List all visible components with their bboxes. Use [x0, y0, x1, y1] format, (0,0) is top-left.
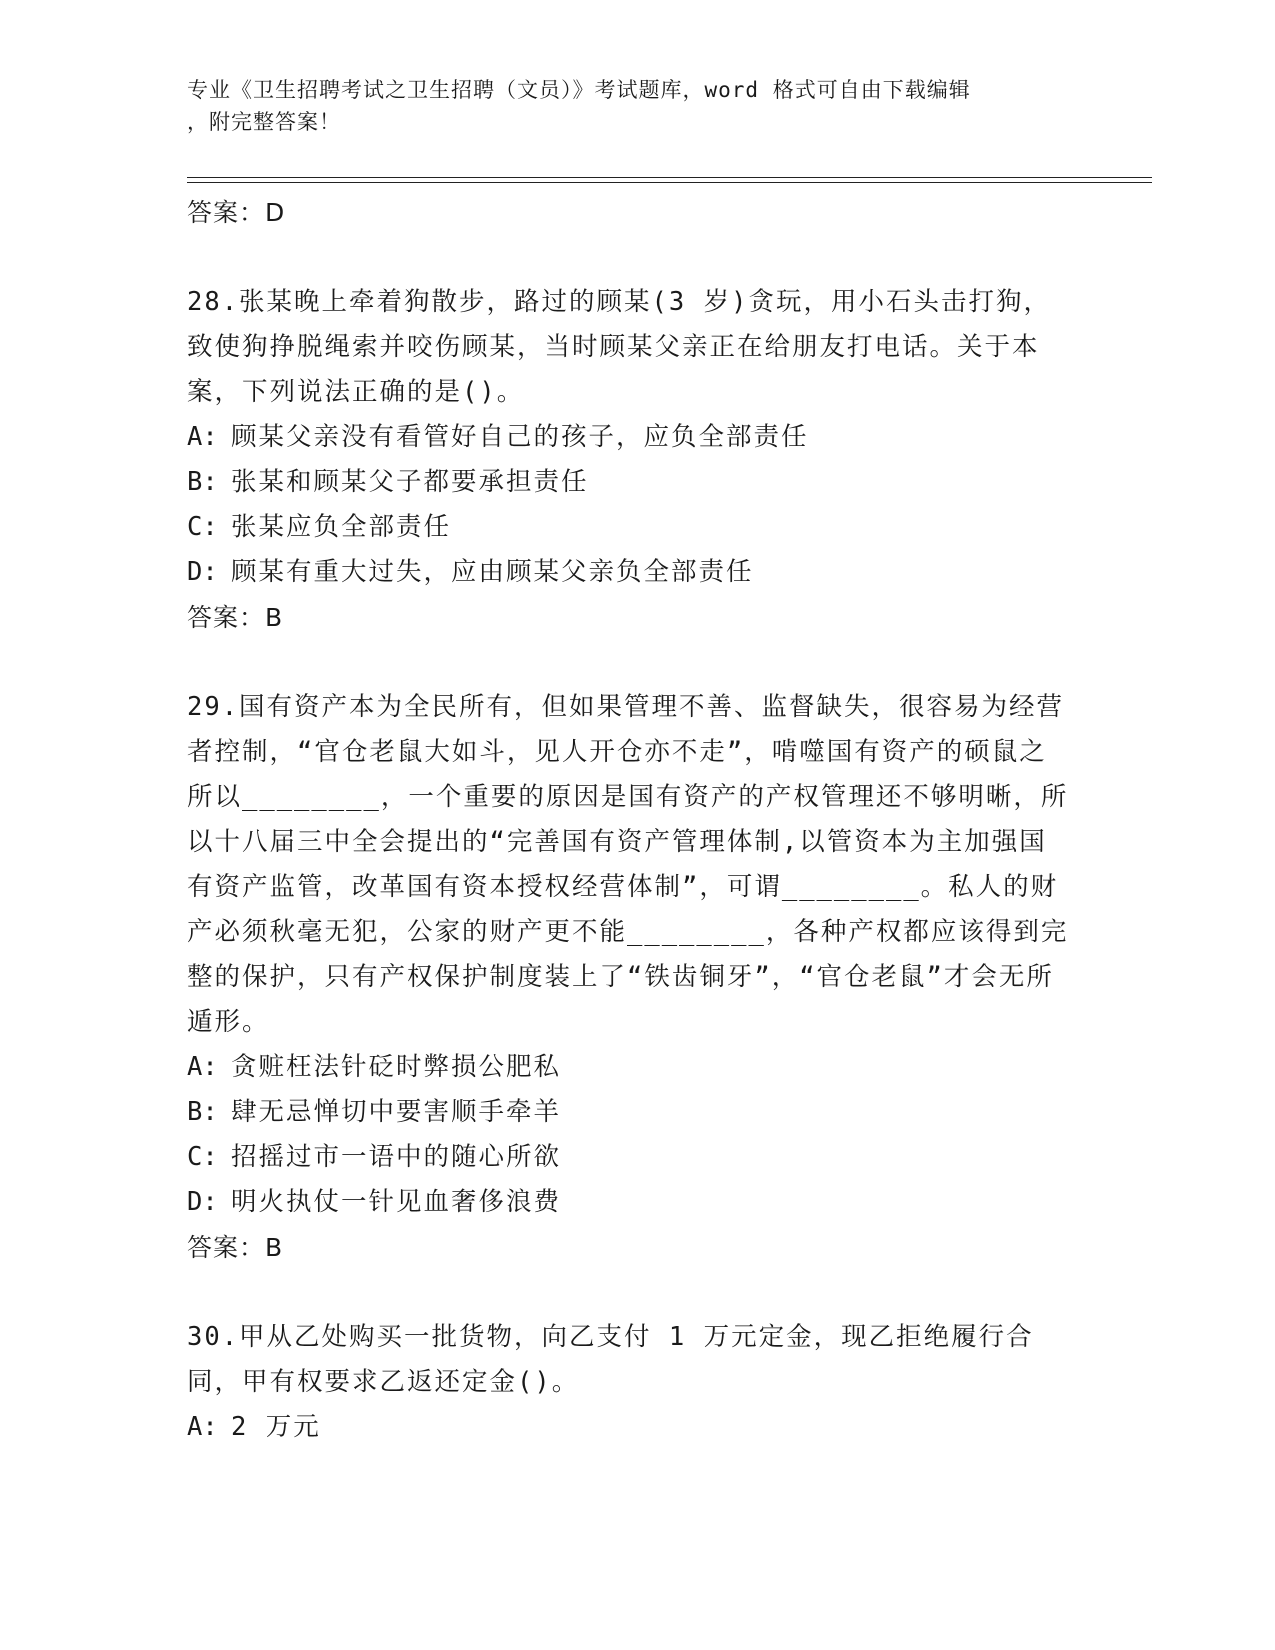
document-header: [187, 74, 1087, 138]
answer-label: 答案：D: [187, 198, 286, 227]
answer-label: 答案：B: [187, 1233, 284, 1262]
option-text: 2 万元: [231, 1412, 321, 1442]
option-d: [187, 550, 1087, 595]
option-b: [187, 1090, 1087, 1135]
option-text: 明火执仗一针见血奢侈浪费: [231, 1187, 562, 1217]
option-c: [187, 1135, 1087, 1180]
question-text: 30.甲从乙处购买一批货物，向乙支付 1 万元定金，现乙拒绝履行合同，甲有权要求乙返还定金()。: [187, 1322, 1034, 1397]
option-a: [187, 1405, 1087, 1450]
option-text: 贪赃枉法针砭时弊损公肥私: [231, 1052, 562, 1082]
option-text: 顾某父亲没有看管好自己的孩子，应负全部责任: [231, 422, 809, 452]
header-line-1: 专业《卫生招聘考试之卫生招聘（文员）》考试题库，word 格式可自由下载编辑: [187, 78, 971, 102]
option-text: 肆无忌惮切中要害顺手牵羊: [231, 1097, 562, 1127]
option-b: [187, 460, 1087, 505]
option-a: [187, 415, 1087, 460]
option-letter: D:: [187, 557, 218, 587]
question-text: 29.国有资产本为全民所有，但如果管理不善、监督缺失，很容易为经营者控制，“官仓老鼠大如斗，见人开仓亦不走”，啃噬国有资产的硕鼠之所以________，一个重要的原因是国有资产的产权管理还不够明晰，所以十八届三中全会提出的“完善国有资产管理体制,以管资本为主加强国有资产监管，改革国有资本授权经营体制”，可谓________。私人的财产必须秋毫无犯，公家的财产更不能________，各种产权都应该得到完整的保护，只有产权保护制度装上了“铁齿铜牙”，“官仓老鼠”才会无所遁形。: [187, 692, 1069, 1037]
option-letter: A:: [187, 1052, 218, 1082]
option-c: [187, 505, 1087, 550]
option-letter: B:: [187, 1097, 218, 1127]
question-block: [187, 280, 1087, 640]
option-text: 顾某有重大过失，应由顾某父亲负全部责任: [231, 557, 754, 587]
option-letter: D:: [187, 1187, 218, 1217]
option-letter: B:: [187, 467, 218, 497]
spacer: [187, 640, 1087, 685]
option-letter: A:: [187, 1412, 218, 1442]
header-divider-top: [187, 177, 1152, 178]
question-text: 28.张某晚上牵着狗散步，路过的顾某(3 岁)贪玩，用小石头击打狗，致使狗挣脱绳索并咬伤顾某，当时顾某父亲正在给朋友打电话。关于本案，下列说法正确的是()。: [187, 287, 1051, 407]
option-text: 张某和顾某父子都要承担责任: [231, 467, 589, 497]
option-letter: C:: [187, 1142, 218, 1172]
spacer: [187, 1270, 1087, 1315]
option-a: [187, 1045, 1087, 1090]
answer-label: 答案：B: [187, 603, 284, 632]
header-line-2: ，附完整答案！: [187, 110, 341, 134]
document-body: [187, 190, 1087, 1450]
question-block: [187, 685, 1087, 1270]
header-divider-bottom: [187, 182, 1152, 183]
question-block: [187, 1315, 1087, 1450]
spacer: [187, 235, 1087, 280]
option-letter: C:: [187, 512, 218, 542]
option-text: 张某应负全部责任: [231, 512, 452, 542]
option-d: [187, 1180, 1087, 1225]
option-letter: A:: [187, 422, 218, 452]
option-text: 招摇过市一语中的随心所欲: [231, 1142, 562, 1172]
